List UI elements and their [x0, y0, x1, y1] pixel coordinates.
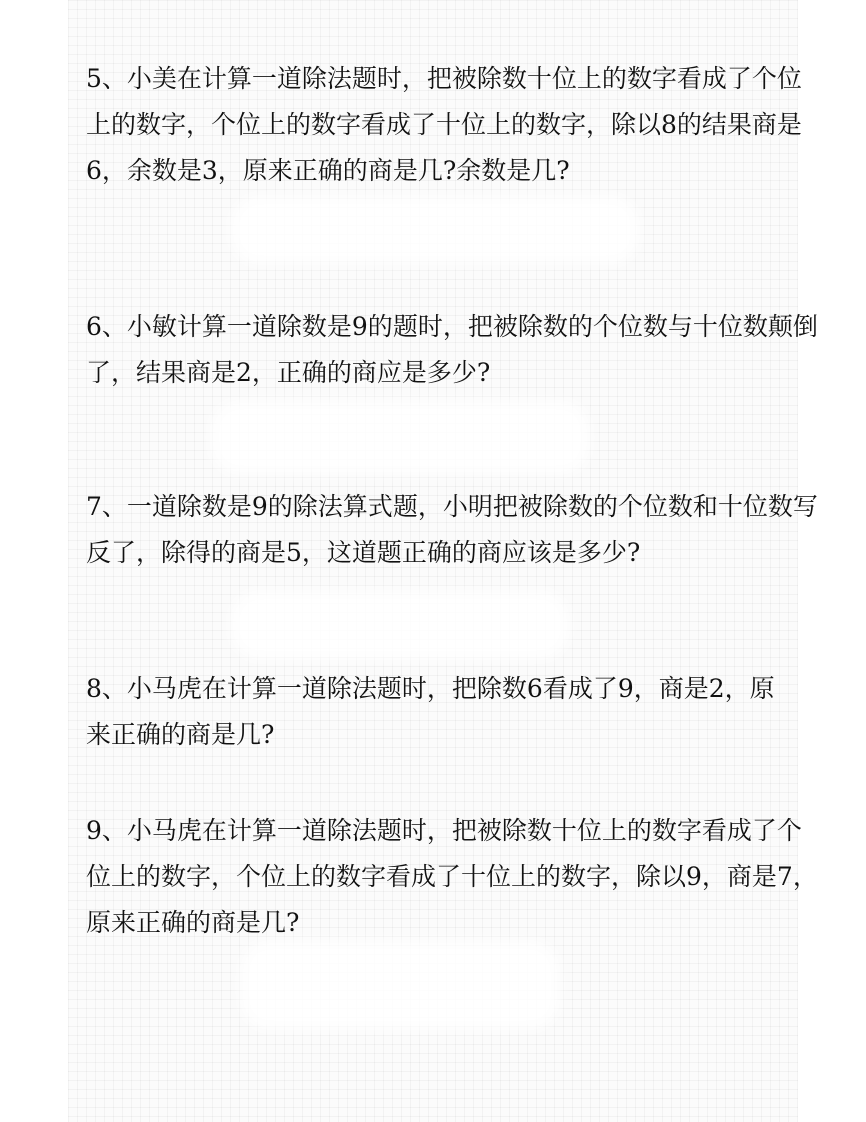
- problem-5: [86, 56, 802, 194]
- problem-line: 6，余数是3，原来正确的商是几?余数是几?: [86, 156, 570, 185]
- problem-line: 反了，除得的商是5，这道题正确的商应该是多少?: [86, 538, 641, 567]
- problem-line: 原来正确的商是几?: [86, 908, 300, 937]
- erased-answer-area-4: [240, 940, 560, 1030]
- problem-line: 了，结果商是2，正确的商应是多少?: [86, 358, 491, 387]
- problem-7: [86, 484, 818, 576]
- erased-answer-area-1: [230, 195, 640, 265]
- problem-line: 6、小敏计算一道除数是9的题时，把被除数的个位数与十位数颠倒: [86, 312, 818, 341]
- erased-answer-area-2: [210, 400, 590, 475]
- problem-8: [86, 666, 786, 758]
- problem-line: 5、小美在计算一道除法题时，把被除数十位上的数字看成了个位: [86, 64, 802, 93]
- problem-line: 8、小马虎在计算一道除法题时，把除数6看成了9，商是2，原: [86, 674, 775, 703]
- problem-line: 9、小马虎在计算一道除法题时，把被除数十位上的数字看成了个: [86, 816, 802, 845]
- problem-line: 来正确的商是几?: [86, 720, 275, 749]
- problem-line: 7、一道除数是9的除法算式题，小明把被除数的个位数和十位数写: [86, 492, 818, 521]
- problem-9: [86, 808, 818, 946]
- problem-6: [86, 304, 818, 396]
- erased-answer-area-3: [230, 590, 570, 660]
- problem-line: 位上的数字，个位上的数字看成了十位上的数字，除以9，商是7，: [86, 862, 818, 891]
- problem-line: 上的数字，个位上的数字看成了十位上的数字，除以8的结果商是: [86, 110, 802, 139]
